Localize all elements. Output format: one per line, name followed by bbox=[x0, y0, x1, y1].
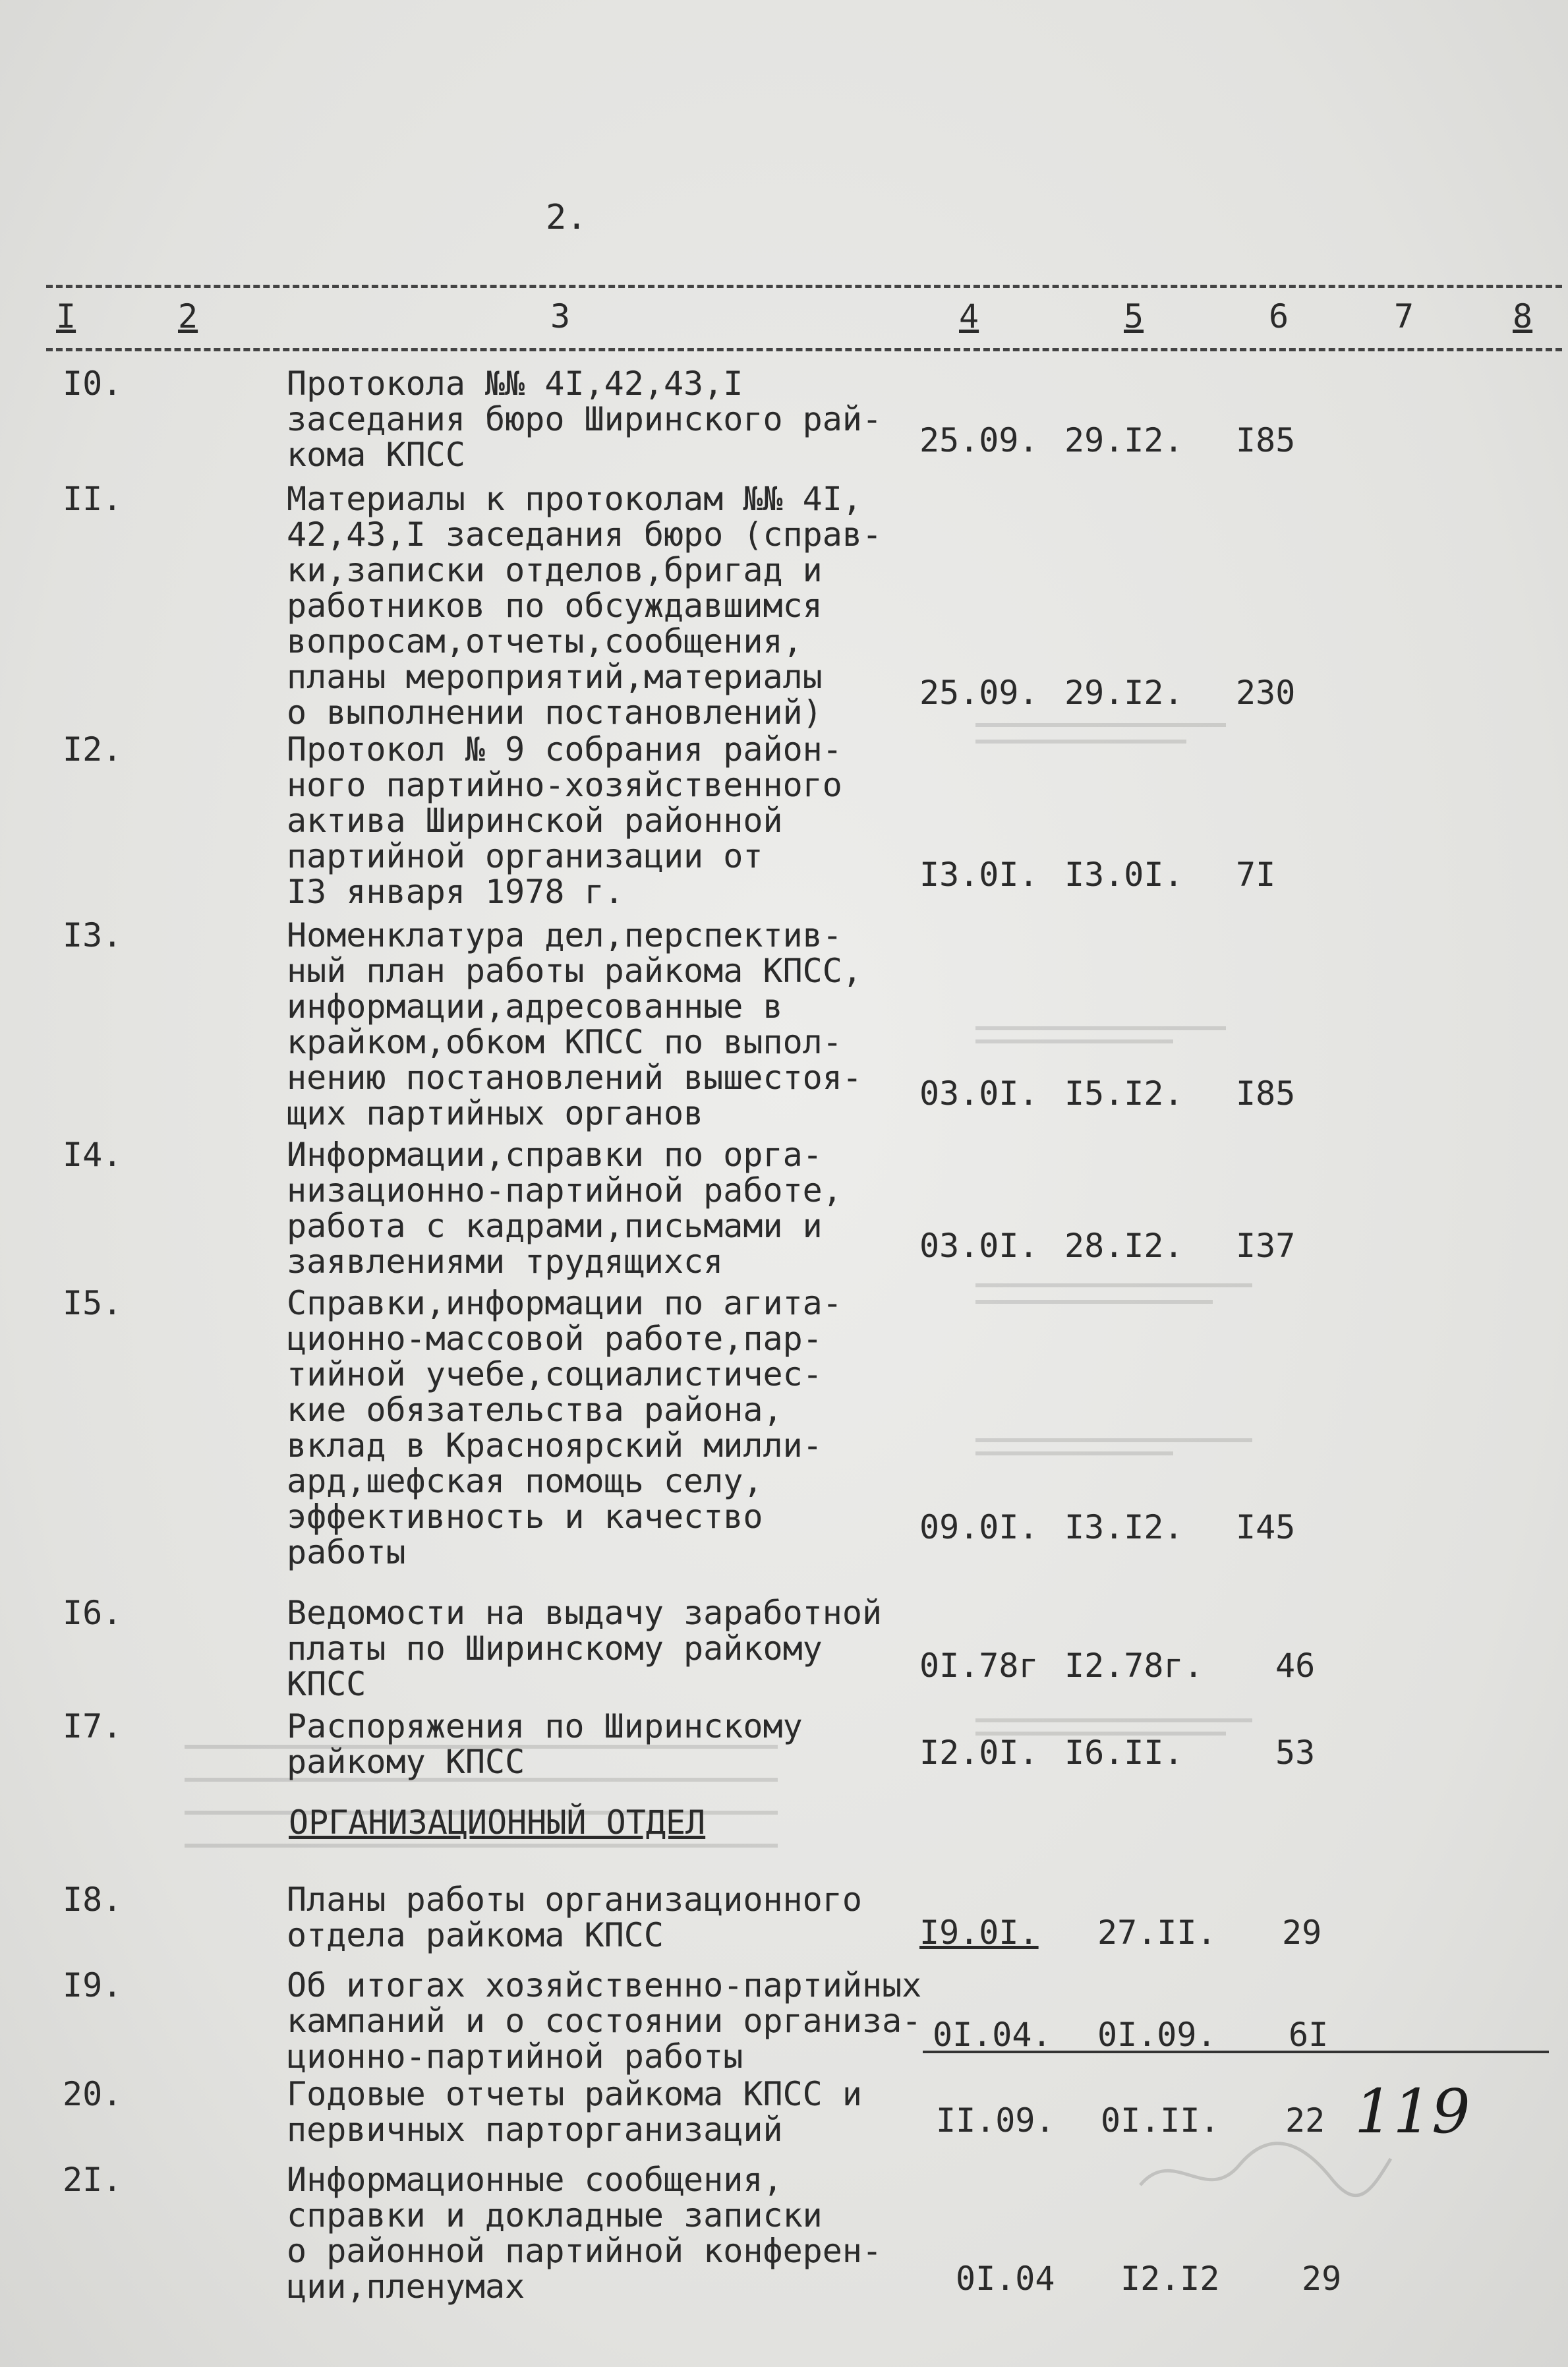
column-number-3: 3 bbox=[550, 297, 571, 336]
row-title: Распоряжения по Ширинскому райкому КПСС bbox=[287, 1707, 803, 1781]
sheet-count: 22 bbox=[1285, 2101, 1325, 2140]
row-title: Материалы к протоколам №№ 4I, 42,43,I заседания бюро (справ- ки,записки отделов,бригад и работников по обсуждавшимся вопросам,отчеты,сообщения, планы мероприятий,материалы о выполнении постановлений) bbox=[287, 480, 883, 732]
date-start: I2.0I. bbox=[919, 1734, 1039, 1772]
date-end: 28.I2. bbox=[1064, 1227, 1184, 1265]
sheet-count: 230 bbox=[1236, 674, 1296, 712]
date-end: I2.78г. bbox=[1064, 1647, 1204, 1685]
signature-rule bbox=[923, 2051, 1549, 2053]
row-title: Протокол № 9 собрания район- ного партийно-хозяйственного актива Ширинской районной партийной организации от I3 января 1978 г. bbox=[287, 730, 842, 911]
row-title: Протокола №№ 4I,42,43,I заседания бюро Ширинского рай- кома КПСС bbox=[287, 365, 883, 474]
date-start: 03.0I. bbox=[919, 1074, 1039, 1113]
row-title: Информационные сообщения, справки и докладные записки о районной партийной конферен- ции,пленумах bbox=[287, 2161, 883, 2306]
row-title: Номенклатура дел,перспектив- ный план работы райкома КПСС, информации,адресованные в крайком,обком КПСС по выпол- нению постановлений вышестоя- щих партийных органов bbox=[287, 916, 862, 1132]
sheet-count: 29 bbox=[1302, 2260, 1342, 2298]
date-start: 25.09. bbox=[919, 674, 1039, 712]
row-number: I7. bbox=[63, 1707, 123, 1745]
column-number-1: I bbox=[56, 297, 76, 336]
date-end: 27.II. bbox=[1097, 1914, 1217, 1952]
row-title: Информации,справки по орга- низационно-партийной работе, работа с кадрами,письмами и заявлениями трудящихся bbox=[287, 1136, 842, 1281]
column-number-4: 4 bbox=[959, 297, 979, 336]
date-end: I3.0I. bbox=[1064, 856, 1184, 894]
date-start: I9.0I. bbox=[919, 1914, 1039, 1952]
date-start: I3.0I. bbox=[919, 856, 1039, 894]
row-title: Об итогах хозяйственно-партийных кампаний и о состоянии организа- ционно-партийной работы bbox=[287, 1966, 922, 2076]
header-dash-bottom bbox=[46, 348, 1562, 351]
sheet-count: I45 bbox=[1236, 1508, 1296, 1546]
handwritten-total: 119 bbox=[1354, 2076, 1470, 2147]
section-header: ОРГАНИЗАЦИОННЫЙ ОТДЕЛ bbox=[289, 1803, 706, 1842]
date-end: 29.I2. bbox=[1064, 674, 1184, 712]
column-number-2: 2 bbox=[178, 297, 198, 336]
faint-signature-mark bbox=[1134, 2132, 1397, 2211]
column-number-8: 8 bbox=[1513, 297, 1533, 336]
column-number-7: 7 bbox=[1394, 297, 1414, 336]
date-end: I3.I2. bbox=[1064, 1508, 1184, 1546]
date-start: II.09. bbox=[936, 2101, 1055, 2140]
date-end: I2.I2 bbox=[1120, 2260, 1220, 2298]
row-title: Ведомости на выдачу заработной платы по Ширинскому райкому КПСС bbox=[287, 1594, 883, 1703]
date-start: 25.09. bbox=[919, 421, 1039, 459]
row-number: I4. bbox=[63, 1136, 123, 1174]
sheet-count: 53 bbox=[1275, 1734, 1316, 1772]
page-number: 2. bbox=[546, 198, 587, 237]
row-number: I0. bbox=[63, 365, 123, 403]
row-title: Справки,информации по агита- ционно-массовой работе,пар- тийной учебе,социалистичес- кие обязательства района, вклад в Красноярский милли- ард,шефская помощь селу, эффективность и качество работы bbox=[287, 1284, 842, 1571]
date-start: 0I.04 bbox=[956, 2260, 1055, 2298]
date-end: 29.I2. bbox=[1064, 421, 1184, 459]
date-start: 09.0I. bbox=[919, 1508, 1039, 1546]
sheet-count: 29 bbox=[1282, 1914, 1322, 1952]
row-title: Годовые отчеты райкома КПСС и первичных парторганизаций bbox=[287, 2075, 862, 2149]
sheet-count: 6I bbox=[1289, 2016, 1329, 2054]
sheet-count: 7I bbox=[1236, 856, 1276, 894]
sheet-count: 46 bbox=[1275, 1647, 1316, 1685]
date-end: 0I.II. bbox=[1101, 2101, 1220, 2140]
row-number: I2. bbox=[63, 730, 123, 769]
row-title: Планы работы организационного отдела райкома КПСС bbox=[287, 1881, 862, 1954]
date-end: I6.II. bbox=[1064, 1734, 1184, 1772]
date-start: 0I.78г bbox=[919, 1647, 1039, 1685]
date-end: I5.I2. bbox=[1064, 1074, 1184, 1113]
row-number: I5. bbox=[63, 1284, 123, 1322]
column-number-6: 6 bbox=[1269, 297, 1289, 336]
sheet-count: I37 bbox=[1236, 1227, 1296, 1265]
date-start: 03.0I. bbox=[919, 1227, 1039, 1265]
row-number: 20. bbox=[63, 2075, 123, 2113]
row-number: I6. bbox=[63, 1594, 123, 1632]
row-number: I3. bbox=[63, 916, 123, 954]
column-number-5: 5 bbox=[1124, 297, 1144, 336]
sheet-count: I85 bbox=[1236, 421, 1296, 459]
row-number: II. bbox=[63, 480, 123, 518]
header-dash-top bbox=[46, 285, 1562, 288]
sheet-count: I85 bbox=[1236, 1074, 1296, 1113]
date-end: 0I.09. bbox=[1097, 2016, 1217, 2054]
row-number: 2I. bbox=[63, 2161, 123, 2199]
date-start: 0I.04. bbox=[933, 2016, 1052, 2054]
row-number: I8. bbox=[63, 1881, 123, 1919]
row-number: I9. bbox=[63, 1966, 123, 2004]
